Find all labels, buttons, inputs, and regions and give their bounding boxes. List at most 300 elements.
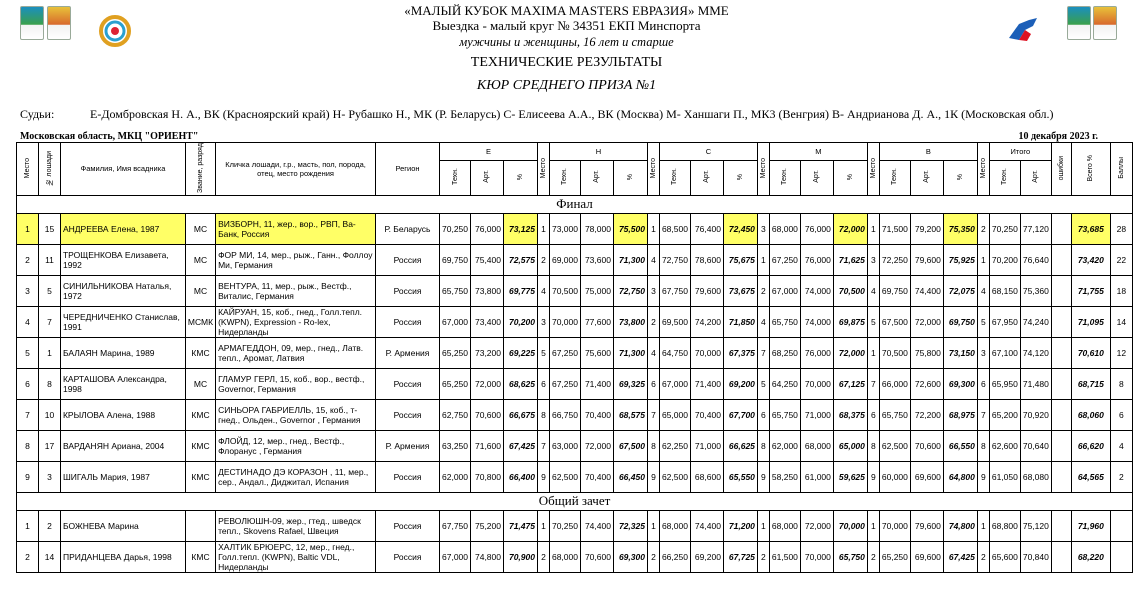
tech-score-cell: 70,500 [549,275,580,306]
art-score-cell: 73,600 [580,244,613,275]
col-points: Баллы [1110,143,1132,196]
percent-cell: 70,000 [833,510,867,541]
tech-score-cell: 68,000 [769,213,800,244]
col-judge-h: Н [549,143,647,161]
percent-cell: 67,375 [723,337,757,368]
col-e-pct: % [503,160,537,195]
percent-cell: 70,900 [503,541,537,572]
judge-place-cell: 1 [757,244,769,275]
total-art-cell: 77,120 [1020,213,1051,244]
percent-cell: 64,800 [943,461,977,492]
tech-score-cell: 72,250 [879,244,910,275]
place-cell: 7 [17,399,39,430]
tech-score-cell: 72,750 [659,244,690,275]
art-score-cell: 73,200 [471,337,504,368]
percent-cell: 72,575 [503,244,537,275]
tech-score-cell: 65,750 [440,275,471,306]
col-b-art: Арт. [910,160,943,195]
percent-cell: 65,000 [833,430,867,461]
percent-cell: 69,300 [943,368,977,399]
col-place: Место [17,143,39,196]
venue-date-line [20,131,1098,142]
percent-cell: 75,675 [723,244,757,275]
horse-no-cell: 11 [38,244,60,275]
tech-score-cell: 65,750 [879,399,910,430]
tech-score-cell: 70,000 [549,306,580,337]
tech-score-cell: 67,000 [659,368,690,399]
art-score-cell: 70,400 [690,399,723,430]
rider-cell: БОЖНЕВА Марина [60,510,185,541]
col-judge-e: Е [440,143,538,161]
tech-score-cell: 66,000 [879,368,910,399]
judge-place-cell: 5 [977,306,989,337]
total-tech-cell: 61,050 [989,461,1020,492]
region-cell: Россия [376,275,440,306]
judge-place-cell: 6 [757,399,769,430]
horse-cell: ГЛАМУР ГЕРЛ, 15, коб., вор., вестф., Governor, Германия [216,368,376,399]
section-row [17,195,1133,213]
points-cell: 22 [1110,244,1132,275]
rank-cell [185,510,215,541]
judge-place-cell: 2 [537,244,549,275]
tech-score-cell: 64,750 [659,337,690,368]
total-art-cell: 74,120 [1020,337,1051,368]
horse-cell: ДЕСТИНАДО ДЭ КОРАЗОН , 11, мер., сер., Андал., Диджитал, Испания [216,461,376,492]
table-row [17,510,1133,541]
percent-cell: 69,875 [833,306,867,337]
judge-place-cell: 3 [977,337,989,368]
horse-cell: ВИЗБОРН, 11, жер., вор., РВП, Ва-Банк, Россия [216,213,376,244]
percent-cell: 66,675 [503,399,537,430]
tech-score-cell: 68,250 [769,337,800,368]
total-art-cell: 71,480 [1020,368,1051,399]
tech-score-cell: 63,250 [440,430,471,461]
horse-cell: СИНЬОРА ГАБРИЕЛЛЬ, 15, коб., т-гнед., Ольден., Governor , Германия [216,399,376,430]
region-cell: Россия [376,510,440,541]
points-cell: 14 [1110,306,1132,337]
total-percent-cell: 68,060 [1071,399,1110,430]
tech-score-cell: 69,000 [549,244,580,275]
rank-cell: КМС [185,430,215,461]
rank-cell: КМС [185,541,215,572]
tech-score-cell: 71,500 [879,213,910,244]
total-percent-cell: 66,620 [1071,430,1110,461]
tech-score-cell: 69,750 [440,244,471,275]
percent-cell: 73,800 [613,306,647,337]
tech-score-cell: 69,500 [659,306,690,337]
tech-score-cell: 62,500 [549,461,580,492]
percent-cell: 73,150 [943,337,977,368]
total-art-cell: 74,240 [1020,306,1051,337]
tech-score-cell: 62,500 [879,430,910,461]
art-score-cell: 72,600 [910,368,943,399]
tech-score-cell: 67,250 [549,337,580,368]
rider-cell: СИНИЛЬНИКОВА Наталья, 1972 [60,275,185,306]
table-row [17,461,1133,492]
col-b-tech: Техн. [879,160,910,195]
horse-cell: ВЕНТУРА, 11, мер., рыж., Вестф., Виталис, Германия [216,275,376,306]
tech-score-cell: 67,250 [549,368,580,399]
judge-place-cell: 2 [757,275,769,306]
judge-place-cell: 3 [757,213,769,244]
percent-cell: 71,300 [613,337,647,368]
tech-score-cell: 65,250 [879,541,910,572]
table-row [17,306,1133,337]
horse-cell: ФОР МИ, 14, мер., рыж., Ганн., Фоллоу Ми, Германия [216,244,376,275]
percent-cell: 71,300 [613,244,647,275]
errors-cell [1051,213,1071,244]
judge-place-cell: 3 [647,275,659,306]
judge-place-cell: 1 [867,337,879,368]
judge-place-cell: 6 [867,399,879,430]
art-score-cell: 75,000 [580,275,613,306]
total-art-cell: 68,080 [1020,461,1051,492]
tech-score-cell: 62,250 [659,430,690,461]
col-b-pct: % [943,160,977,195]
tech-score-cell: 65,750 [769,399,800,430]
judge-place-cell: 2 [647,306,659,337]
art-score-cell: 68,000 [800,430,833,461]
judge-place-cell: 4 [757,306,769,337]
col-h-place: Место [647,143,659,196]
tech-score-cell: 67,250 [769,244,800,275]
percent-cell: 72,325 [613,510,647,541]
art-score-cell: 71,400 [690,368,723,399]
col-e-tech: Техн. [440,160,471,195]
horse-cell: АРМАГЕДДОН, 09, мер., гнед., Латв. тепл., Аромат, Латвия [216,337,376,368]
percent-cell: 67,425 [503,430,537,461]
art-score-cell: 74,400 [910,275,943,306]
percent-cell: 69,200 [723,368,757,399]
judges-list: Е-Домбровская Н. А., ВК (Красноярский край) Н- Рубашко Н., МК (Р. Беларусь) С- Елисеева А.А., ВК (Москва) М- Ханшаги П., МК3 (Венгрия) В- Андрианова Д. А., 1К (Московская обл.) [90,107,1054,121]
art-score-cell: 71,000 [800,399,833,430]
table-row [17,275,1133,306]
art-score-cell: 79,600 [690,275,723,306]
horse-cell: РЕВОЛЮШН-09, жер., гтед., шведск тепл., Skovens Rafael, Швеция [216,510,376,541]
rider-cell: АНДРЕЕВА Елена, 1987 [60,213,185,244]
judge-place-cell: 2 [867,541,879,572]
col-m-art: Арт. [800,160,833,195]
errors-cell [1051,306,1071,337]
rider-cell: ПРИДАНЦЕВА Дарья, 1998 [60,541,185,572]
col-b-place: Место [977,143,989,196]
percent-cell: 67,500 [613,430,647,461]
place-cell: 2 [17,244,39,275]
judge-place-cell: 2 [977,541,989,572]
total-percent-cell: 73,685 [1071,213,1110,244]
art-score-cell: 72,000 [800,510,833,541]
percent-cell: 73,125 [503,213,537,244]
art-score-cell: 76,400 [690,213,723,244]
total-percent-cell: 70,610 [1071,337,1110,368]
art-score-cell: 71,000 [690,430,723,461]
art-score-cell: 72,000 [910,306,943,337]
col-horse-no: № лошади [38,143,60,196]
total-percent-cell: 71,755 [1071,275,1110,306]
percent-cell: 73,675 [723,275,757,306]
art-score-cell: 79,600 [910,510,943,541]
date: 10 декабря 2023 г. [1018,131,1098,142]
art-score-cell: 70,600 [580,541,613,572]
rank-cell: МС [185,275,215,306]
col-c-art: Арт. [690,160,723,195]
results-title: ТЕХНИЧЕСКИЕ РЕЗУЛЬТАТЫ [470,55,663,70]
art-score-cell: 74,000 [800,306,833,337]
rider-cell: КРЫЛОВА Алена, 1988 [60,399,185,430]
horse-cell: КАЙРУАН, 15, коб., гнед., Голл.тепл. (KWPN), Expression - Ro-lex, Нидерланды [216,306,376,337]
tech-score-cell: 67,750 [440,510,471,541]
errors-cell [1051,399,1071,430]
judge-place-cell: 9 [757,461,769,492]
total-tech-cell: 68,150 [989,275,1020,306]
art-score-cell: 75,200 [471,510,504,541]
judge-place-cell: 4 [867,275,879,306]
judge-place-cell: 7 [867,368,879,399]
region-cell: Россия [376,541,440,572]
horse-no-cell: 3 [38,461,60,492]
art-score-cell: 76,000 [800,213,833,244]
percent-cell: 75,500 [613,213,647,244]
percent-cell: 71,850 [723,306,757,337]
percent-cell: 69,750 [943,306,977,337]
errors-cell [1051,244,1071,275]
points-cell [1110,510,1132,541]
horse-no-cell: 10 [38,399,60,430]
horse-no-cell: 5 [38,275,60,306]
judge-place-cell: 4 [647,244,659,275]
total-tech-cell: 67,100 [989,337,1020,368]
percent-cell: 66,550 [943,430,977,461]
col-c-tech: Техн. [659,160,690,195]
percent-cell: 59,625 [833,461,867,492]
col-total-pct: Всего % [1071,143,1110,196]
percent-cell: 68,575 [613,399,647,430]
total-tech-cell: 67,950 [989,306,1020,337]
horse-no-cell: 15 [38,213,60,244]
points-cell: 4 [1110,430,1132,461]
art-score-cell: 77,600 [580,306,613,337]
rider-cell: ВАРДАНЯН Ариана, 2004 [60,430,185,461]
tech-score-cell: 62,000 [769,430,800,461]
art-score-cell: 72,000 [580,430,613,461]
rank-cell: КМС [185,461,215,492]
section-title: Финал [17,195,1133,213]
judge-place-cell: 6 [647,368,659,399]
total-percent-cell: 71,960 [1071,510,1110,541]
art-score-cell: 70,000 [800,541,833,572]
region-cell: Россия [376,399,440,430]
col-e-place: Место [537,143,549,196]
col-horse: Кличка лошади, г.р., масть, пол, порода, отец, место рождения [216,143,376,196]
horse-no-cell: 14 [38,541,60,572]
tech-score-cell: 70,250 [549,510,580,541]
tech-score-cell: 70,500 [879,337,910,368]
tech-score-cell: 67,750 [659,275,690,306]
total-percent-cell: 64,565 [1071,461,1110,492]
judge-place-cell: 1 [757,510,769,541]
total-tech-cell: 65,950 [989,368,1020,399]
art-score-cell: 68,600 [690,461,723,492]
judge-place-cell: 2 [757,541,769,572]
tech-score-cell: 65,250 [440,337,471,368]
horse-no-cell: 7 [38,306,60,337]
art-score-cell: 78,000 [580,213,613,244]
art-score-cell: 69,200 [690,541,723,572]
region-cell: Россия [376,306,440,337]
region-cell: Россия [376,244,440,275]
art-score-cell: 70,600 [471,399,504,430]
judge-place-cell: 2 [537,541,549,572]
col-m-tech: Техн. [769,160,800,195]
rider-cell: ШИГАЛЬ Мария, 1987 [60,461,185,492]
art-score-cell: 73,400 [471,306,504,337]
col-e-art: Арт. [471,160,504,195]
judge-place-cell: 8 [757,430,769,461]
art-score-cell: 75,400 [471,244,504,275]
points-cell: 12 [1110,337,1132,368]
art-score-cell: 70,400 [580,461,613,492]
percent-cell: 69,300 [613,541,647,572]
col-judge-b: В [879,143,977,161]
judge-place-cell: 5 [537,337,549,368]
tech-score-cell: 61,500 [769,541,800,572]
place-cell: 3 [17,275,39,306]
table-row [17,244,1133,275]
table-row [17,213,1133,244]
percent-cell: 72,000 [833,337,867,368]
points-cell: 8 [1110,368,1132,399]
art-score-cell: 79,200 [910,213,943,244]
col-c-place: Место [757,143,769,196]
table-row [17,430,1133,461]
rider-cell: ЧЕРЕДНИЧЕНКО Станислав, 1991 [60,306,185,337]
judge-place-cell: 1 [867,510,879,541]
results-body [17,195,1133,572]
region-cell: Россия [376,461,440,492]
art-score-cell: 78,600 [690,244,723,275]
tech-score-cell: 65,750 [769,306,800,337]
art-score-cell: 70,400 [580,399,613,430]
errors-cell [1051,430,1071,461]
percent-cell: 70,200 [503,306,537,337]
art-score-cell: 70,000 [690,337,723,368]
rank-cell: КМС [185,399,215,430]
horse-no-cell: 17 [38,430,60,461]
rider-cell: БАЛАЯН Марина, 1989 [60,337,185,368]
place-cell: 9 [17,461,39,492]
percent-cell: 67,425 [943,541,977,572]
art-score-cell: 75,600 [580,337,613,368]
total-art-cell: 70,640 [1020,430,1051,461]
art-score-cell: 70,800 [471,461,504,492]
region-cell: Р. Беларусь [376,213,440,244]
tech-score-cell: 68,000 [549,541,580,572]
judge-place-cell: 8 [977,430,989,461]
judge-place-cell: 2 [647,541,659,572]
col-m-place: Место [867,143,879,196]
col-judge-c: С [659,143,757,161]
percent-cell: 74,800 [943,510,977,541]
art-score-cell: 70,600 [910,430,943,461]
rank-cell: МС [185,244,215,275]
rank-cell: МСМК [185,306,215,337]
tech-score-cell: 63,000 [549,430,580,461]
tech-score-cell: 67,500 [879,306,910,337]
col-h-tech: Техн. [549,160,580,195]
place-cell: 2 [17,541,39,572]
art-score-cell: 79,600 [910,244,943,275]
errors-cell [1051,337,1071,368]
total-tech-cell: 65,200 [989,399,1020,430]
judge-place-cell: 8 [647,430,659,461]
place-cell: 1 [17,510,39,541]
tech-score-cell: 62,750 [440,399,471,430]
col-total-art: Арт. [1020,160,1051,195]
place-cell: 5 [17,337,39,368]
errors-cell [1051,275,1071,306]
percent-cell: 75,925 [943,244,977,275]
total-tech-cell: 68,800 [989,510,1020,541]
judge-place-cell: 1 [537,510,549,541]
col-total-group: Итого [989,143,1051,161]
region-cell: Россия [376,368,440,399]
section-row [17,492,1133,510]
rank-cell: МС [185,368,215,399]
percent-cell: 71,625 [833,244,867,275]
percent-cell: 69,775 [503,275,537,306]
header-row-1 [17,143,1133,161]
percent-cell: 72,075 [943,275,977,306]
judge-place-cell: 4 [647,337,659,368]
percent-cell: 65,750 [833,541,867,572]
art-score-cell: 69,600 [910,541,943,572]
percent-cell: 68,375 [833,399,867,430]
art-score-cell: 74,800 [471,541,504,572]
table-row [17,399,1133,430]
total-tech-cell: 62,600 [989,430,1020,461]
percent-cell: 67,725 [723,541,757,572]
percent-cell: 67,700 [723,399,757,430]
horse-no-cell: 2 [38,510,60,541]
errors-cell [1051,461,1071,492]
tech-score-cell: 68,000 [769,510,800,541]
tech-score-cell: 65,000 [659,399,690,430]
errors-cell [1051,368,1071,399]
place-cell: 1 [17,213,39,244]
competition-subtitle: Выездка - малый круг № 34351 ЕКП Минспорта [432,18,701,33]
points-cell: 18 [1110,275,1132,306]
tech-score-cell: 67,000 [440,541,471,572]
horse-no-cell: 1 [38,337,60,368]
percent-cell: 66,625 [723,430,757,461]
judge-place-cell: 1 [867,213,879,244]
total-percent-cell: 73,420 [1071,244,1110,275]
judge-place-cell: 1 [647,510,659,541]
percent-cell: 72,450 [723,213,757,244]
competition-category: мужчины и женщины, 16 лет и старше [459,35,674,49]
percent-cell: 71,200 [723,510,757,541]
tech-score-cell: 65,250 [440,368,471,399]
errors-cell [1051,510,1071,541]
judge-place-cell: 1 [977,244,989,275]
judge-place-cell: 6 [977,368,989,399]
percent-cell: 67,125 [833,368,867,399]
total-art-cell: 76,640 [1020,244,1051,275]
judge-place-cell: 9 [647,461,659,492]
tech-score-cell: 68,500 [659,213,690,244]
horse-cell: ХАЛТИК БРЮЕРС, 12, мер., гнед., Голл.тепл. (KWPN), Baltic VDL, Нидерланды [216,541,376,572]
total-art-cell: 75,360 [1020,275,1051,306]
